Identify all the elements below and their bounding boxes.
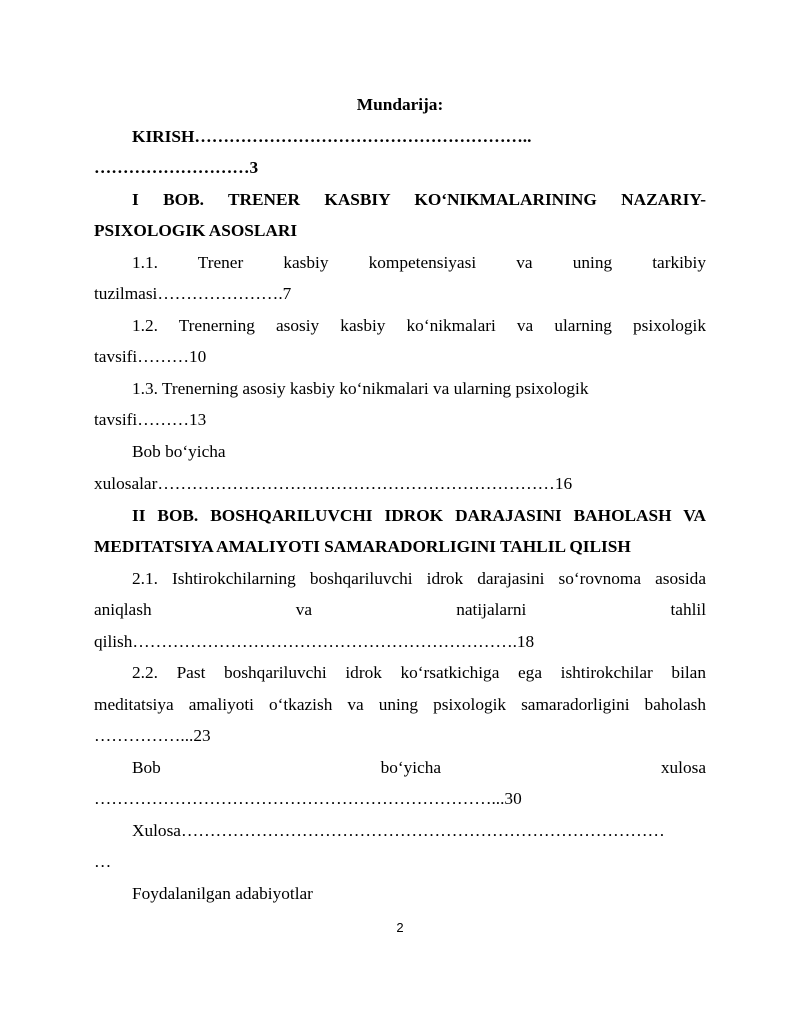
toc-line-kirish-page: ………………………3: [94, 158, 259, 177]
toc-section-2-1-cont: aniqlash va natijalarni tahlil: [94, 600, 706, 619]
toc-section-2-1-page: qilish………………………………………………………….18: [94, 632, 535, 651]
toc-heading: Mundarija:: [356, 95, 444, 114]
toc-chapter-1-conclusion: Bob boʻyicha: [132, 442, 226, 461]
toc-chapter-2-conclusion-page: ……………………………………………………………...30: [94, 789, 522, 808]
toc-section-1-2-page: tavsifi………10: [94, 347, 207, 366]
toc-section-2-2-cont: meditatsiya amaliyoti oʻtkazish va uning psixologik samaradorligini baholash: [94, 695, 706, 714]
page-number: 2: [396, 920, 404, 935]
toc-xulosa-page: …: [94, 852, 112, 871]
toc-section-1-2: 1.2. Trenerning asosiy kasbiy koʻnikmalari va ularning psixologik: [132, 316, 706, 335]
toc-line-kirish: KIRISH…………………………………………………..: [132, 127, 532, 146]
toc-section-1-3-page: tavsifi………13: [94, 410, 207, 429]
toc-chapter-1-title-cont: PSIXOLOGIK ASOSLARI: [94, 221, 298, 240]
toc-section-2-2-page: ……………...23: [94, 726, 211, 745]
toc-chapter-2-title-cont: MEDITATSIYA AMALIYOTI SAMARADORLIGINI TAHLIL QILISH: [94, 537, 631, 556]
toc-section-2-1: 2.1. Ishtirokchilarning boshqariluvchi idrok darajasini soʻrovnoma asosida: [132, 569, 706, 588]
toc-references: Foydalanilgan adabiyotlar: [132, 884, 313, 903]
toc-chapter-2-title: II BOB. BOSHQARILUVCHI IDROK DARAJASINI BAHOLASH VA: [132, 506, 706, 525]
toc-section-1-3: 1.3. Trenerning asosiy kasbiy koʻnikmalari va ularning psixologik: [132, 379, 589, 398]
toc-chapter-1-conclusion-page: xulosalar……………………………………………………………16: [94, 474, 573, 493]
toc-section-1-1-page: tuzilmasi………………….7: [94, 284, 292, 303]
toc-chapter-1-title: I BOB. TRENER KASBIY KOʻNIKMALARINING NAZARIY-: [132, 190, 706, 209]
toc-xulosa: Xulosa…………………………………………………………………………: [132, 821, 665, 840]
toc-chapter-2-conclusion: Bob boʻyicha xulosa: [132, 758, 706, 777]
toc-section-2-2: 2.2. Past boshqariluvchi idrok koʻrsatkichiga ega ishtirokchilar bilan: [132, 663, 706, 682]
toc-section-1-1: 1.1. Trener kasbiy kompetensiyasi va uning tarkibiy: [132, 253, 706, 272]
